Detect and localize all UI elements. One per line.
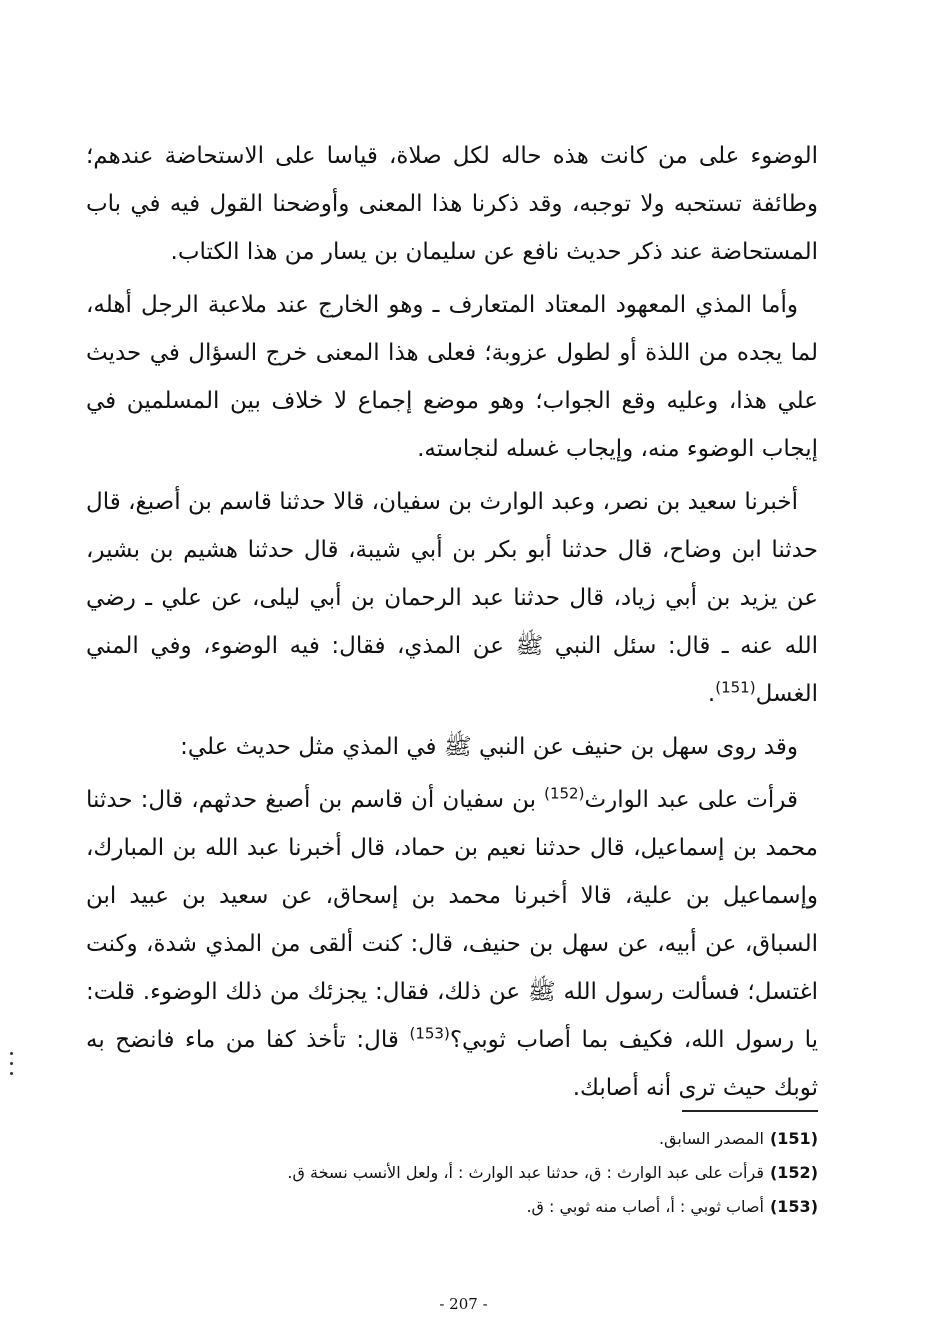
paragraph-5-end: قال: تأخذ كفا من ماء فانضح به ثوبك حيث ترى أنه أصابك. [86, 1027, 818, 1101]
paragraph-1 [86, 132, 818, 276]
footnotes [86, 1122, 818, 1224]
page-number: - 207 - [439, 1295, 488, 1313]
footnote-ref-153[interactable]: (153) [409, 1024, 450, 1043]
paragraph-3 [86, 478, 818, 718]
footnote-ref-151[interactable]: (151) [715, 678, 756, 697]
paragraph-3-text: أخبرنا سعيد بن نصر، وعبد الوارث بن سفيان، قالا حدثنا قاسم بن أصبغ، قال حدثنا ابن وضاح، قال حدثنا أبو بكر بن أبي شيبة، قال حدثنا هشيم بن بشير، عن يزيد بن أبي زياد، قال حدثنا عبد الرحمان بن أبي ليلى، عن علي ـ رضي الله عنه ـ قال: سئل النبي ﷺ عن المذي، فقال: فيه الوضوء، وفي المني الغسل [86, 489, 818, 707]
paragraph-1-text: الوضوء على من كانت هذه حاله لكل صلاة، قياسا على الاستحاضة عندهم؛ وطائفة تستحبه ولا توجبه، وقد ذكرنا هذا المعنى وأوضحنا القول فيه في باب المستحاضة عند ذكر حديث نافع عن سليمان بن يسار من هذا الكتاب. [86, 143, 818, 265]
paragraph-2-text: وأما المذي المعهود المعتاد المتعارف ـ وهو الخارج عند ملاعبة الرجل أهله، لما يجده من اللذة أو لطول عزوبة؛ فعلى هذا المعنى خرج السؤال في حديث علي هذا، وعليه وقع الجواب؛ وهو موضع إجماع لا خلاف بين المسلمين في إيجاب الوضوء منه، وإيجاب غسله لنجاسته. [86, 292, 818, 462]
paragraph-3-end: . [707, 681, 716, 707]
paragraph-5-middle: بن سفيان أن قاسم بن أصبغ حدثهم، قال: حدثنا محمد بن إسماعيل، قال حدثنا نعيم بن حماد، قال أخبرنا عبد الله بن المبارك، وإسماعيل بن علية، قالا أخبرنا محمد بن إسحاق، عن سعيد بن عبيد ابن السباق، عن أبيه، عن سهل بن حنيف، قال: كنت ألقى من المذي شدة، وكنت اغتسل؛ فسألت رسول الله ﷺ عن ذلك، فقال: يجزئك من ذلك الوضوء. قلت: يا رسول الله، فكيف بما أصاب ثوبي؟ [86, 787, 818, 1053]
footnote-text: أصاب ثوبي : أ، أصاب منه ثوبي : ق. [526, 1197, 764, 1216]
paragraph-5 [86, 776, 818, 1112]
footnote-153 [86, 1190, 818, 1224]
footnote-number: (152) [769, 1163, 818, 1182]
margin-mark [10, 1062, 13, 1065]
paragraph-2 [86, 281, 818, 473]
footnote-152 [86, 1156, 818, 1190]
margin-mark [10, 1072, 13, 1075]
paragraph-5-text: قرأت على عبد الوارث [584, 787, 798, 813]
main-text [86, 132, 818, 1117]
footnote-text: المصدر السابق. [658, 1129, 764, 1148]
paragraph-4-text: وقد روى سهل بن حنيف عن النبي ﷺ في المذي مثل حديث علي: [180, 734, 798, 760]
footnote-number: (151) [769, 1129, 818, 1148]
footnote-151 [86, 1122, 818, 1156]
footnote-text: قرأت على عبد الوارث : ق، حدثنا عبد الوارث : أ، ولعل الأنسب نسخة ق. [287, 1163, 764, 1182]
footnote-ref-152[interactable]: (152) [544, 784, 585, 803]
footnote-number: (153) [769, 1197, 818, 1216]
margin-mark [10, 1052, 13, 1055]
paragraph-4 [86, 723, 818, 771]
footnote-separator [682, 1110, 818, 1112]
